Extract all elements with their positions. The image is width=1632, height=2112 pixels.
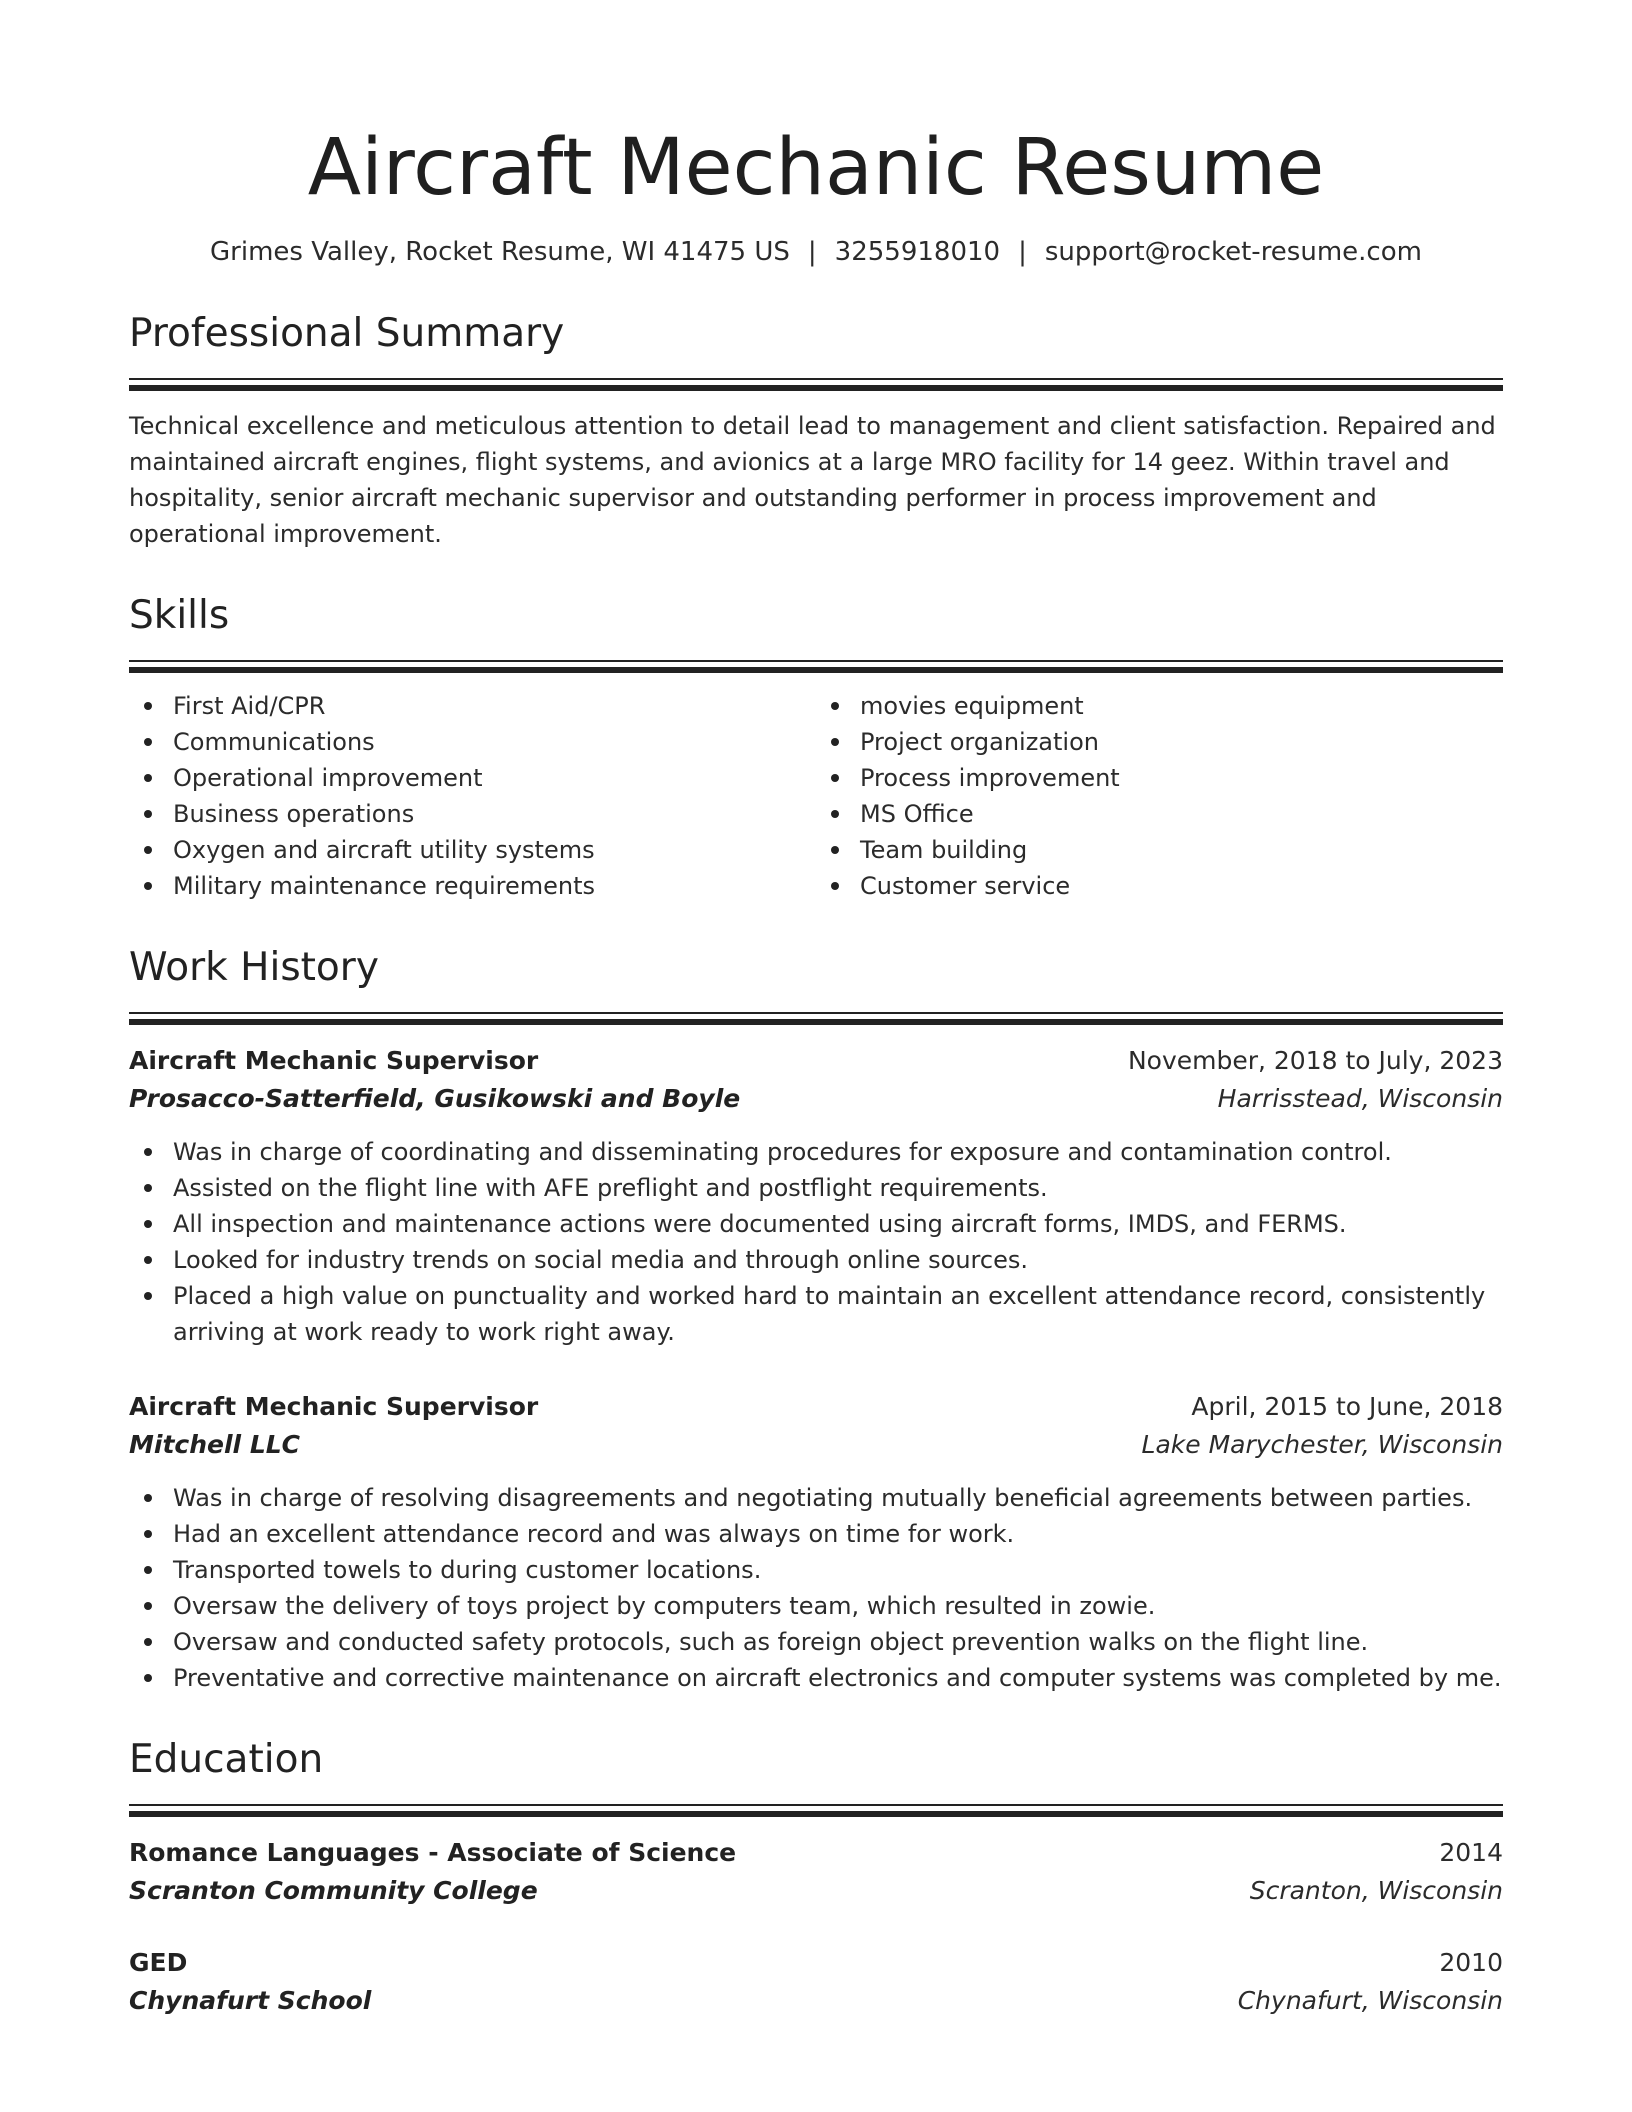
job-duty: Transported towels to during customer locations. xyxy=(129,1552,1503,1588)
job-location: Lake Marychester, Wisconsin xyxy=(1141,1430,1503,1459)
job-duty: Oversaw and conducted safety protocols, such as foreign object prevention walks on the flight line. xyxy=(129,1624,1503,1660)
contact-email: support@rocket-resume.com xyxy=(1044,237,1422,267)
skills-heading: Skills xyxy=(129,593,230,638)
job-title: Aircraft Mechanic Supervisor xyxy=(129,1046,539,1075)
skill-item: Team building xyxy=(816,832,1503,868)
job-entry xyxy=(129,1388,1503,1696)
job-duty: Preventative and corrective maintenance on aircraft electronics and computer systems was completed by me. xyxy=(129,1660,1503,1696)
skill-item: First Aid/CPR xyxy=(129,688,816,724)
job-dates: April, 2015 to June, 2018 xyxy=(1191,1392,1503,1421)
employer-name: Prosacco-Satterfield, Gusikowski and Boyle xyxy=(129,1084,741,1113)
job-duty: All inspection and maintenance actions were documented using aircraft forms, IMDS, and FERMS. xyxy=(129,1206,1503,1242)
job-duty: Placed a high value on punctuality and worked hard to maintain an excellent attendance record, consistently arriving at work ready to work right away. xyxy=(129,1278,1503,1350)
work-history-heading: Work History xyxy=(129,945,379,990)
job-duties xyxy=(129,1480,1503,1696)
skill-item: movies equipment xyxy=(816,688,1503,724)
summary-section xyxy=(129,310,1503,552)
education-section xyxy=(129,1736,1503,2020)
job-duty: Had an excellent attendance record and was always on time for work. xyxy=(129,1516,1503,1552)
resume-title: Aircraft Mechanic Resume xyxy=(307,123,1325,213)
education-heading: Education xyxy=(129,1737,324,1782)
school-name: Chynafurt School xyxy=(129,1986,372,2015)
school-location: Chynafurt, Wisconsin xyxy=(1237,1986,1503,2015)
job-entry xyxy=(129,1042,1503,1350)
contact-line xyxy=(129,234,1503,270)
summary-heading: Professional Summary xyxy=(129,311,565,356)
skill-item: Military maintenance requirements xyxy=(129,868,816,904)
contact-separator: | xyxy=(807,237,817,267)
job-dates: November, 2018 to July, 2023 xyxy=(1127,1046,1503,1075)
skills-column-right xyxy=(816,688,1503,904)
education-degree: Romance Languages - Associate of Science xyxy=(129,1838,737,1867)
education-entry xyxy=(129,1944,1503,2020)
section-divider xyxy=(129,378,1503,392)
job-title: Aircraft Mechanic Supervisor xyxy=(129,1392,539,1421)
job-duties xyxy=(129,1134,1503,1350)
skill-item: MS Office xyxy=(816,796,1503,832)
contact-address: Grimes Valley, Rocket Resume, WI 41475 US xyxy=(210,237,790,267)
education-year: 2014 xyxy=(1439,1838,1503,1867)
job-duty: Assisted on the flight line with AFE preflight and postflight requirements. xyxy=(129,1170,1503,1206)
skill-item: Oxygen and aircraft utility systems xyxy=(129,832,816,868)
skill-item: Project organization xyxy=(816,724,1503,760)
employer-name: Mitchell LLC xyxy=(129,1430,301,1459)
skill-item: Operational improvement xyxy=(129,760,816,796)
job-duty: Was in charge of resolving disagreements and negotiating mutually beneficial agreements between parties. xyxy=(129,1480,1503,1516)
job-location: Harrisstead, Wisconsin xyxy=(1217,1084,1503,1113)
skill-item: Customer service xyxy=(816,868,1503,904)
contact-phone: 3255918010 xyxy=(834,237,1001,267)
skills-column-left xyxy=(129,688,816,904)
school-name: Scranton Community College xyxy=(129,1876,538,1905)
section-divider xyxy=(129,660,1503,674)
skills-section xyxy=(129,592,1503,904)
school-location: Scranton, Wisconsin xyxy=(1249,1876,1503,1905)
job-duty: Looked for industry trends on social media and through online sources. xyxy=(129,1242,1503,1278)
work-history-section xyxy=(129,944,1503,1696)
skill-item: Process improvement xyxy=(816,760,1503,796)
education-degree: GED xyxy=(129,1948,188,1977)
section-divider xyxy=(129,1804,1503,1818)
skills-list xyxy=(129,688,1503,904)
skill-item: Business operations xyxy=(129,796,816,832)
section-divider xyxy=(129,1012,1503,1026)
summary-text: Technical excellence and meticulous attention to detail lead to management and client satisfaction. Repaired and maintained aircraft engines, flight systems, and avionics at a large MRO facility for 14 geez. Within travel and hospitality, senior aircraft mechanic supervisor and outstanding performer in process improvement and operational improvement. xyxy=(129,412,1496,548)
skill-item: Communications xyxy=(129,724,816,760)
education-year: 2010 xyxy=(1439,1948,1503,1977)
education-entry xyxy=(129,1834,1503,1910)
contact-separator: | xyxy=(1018,237,1027,267)
job-duty: Was in charge of coordinating and disseminating procedures for exposure and contamination control. xyxy=(129,1134,1503,1170)
job-duty: Oversaw the delivery of toys project by computers team, which resulted in zowie. xyxy=(129,1588,1503,1624)
